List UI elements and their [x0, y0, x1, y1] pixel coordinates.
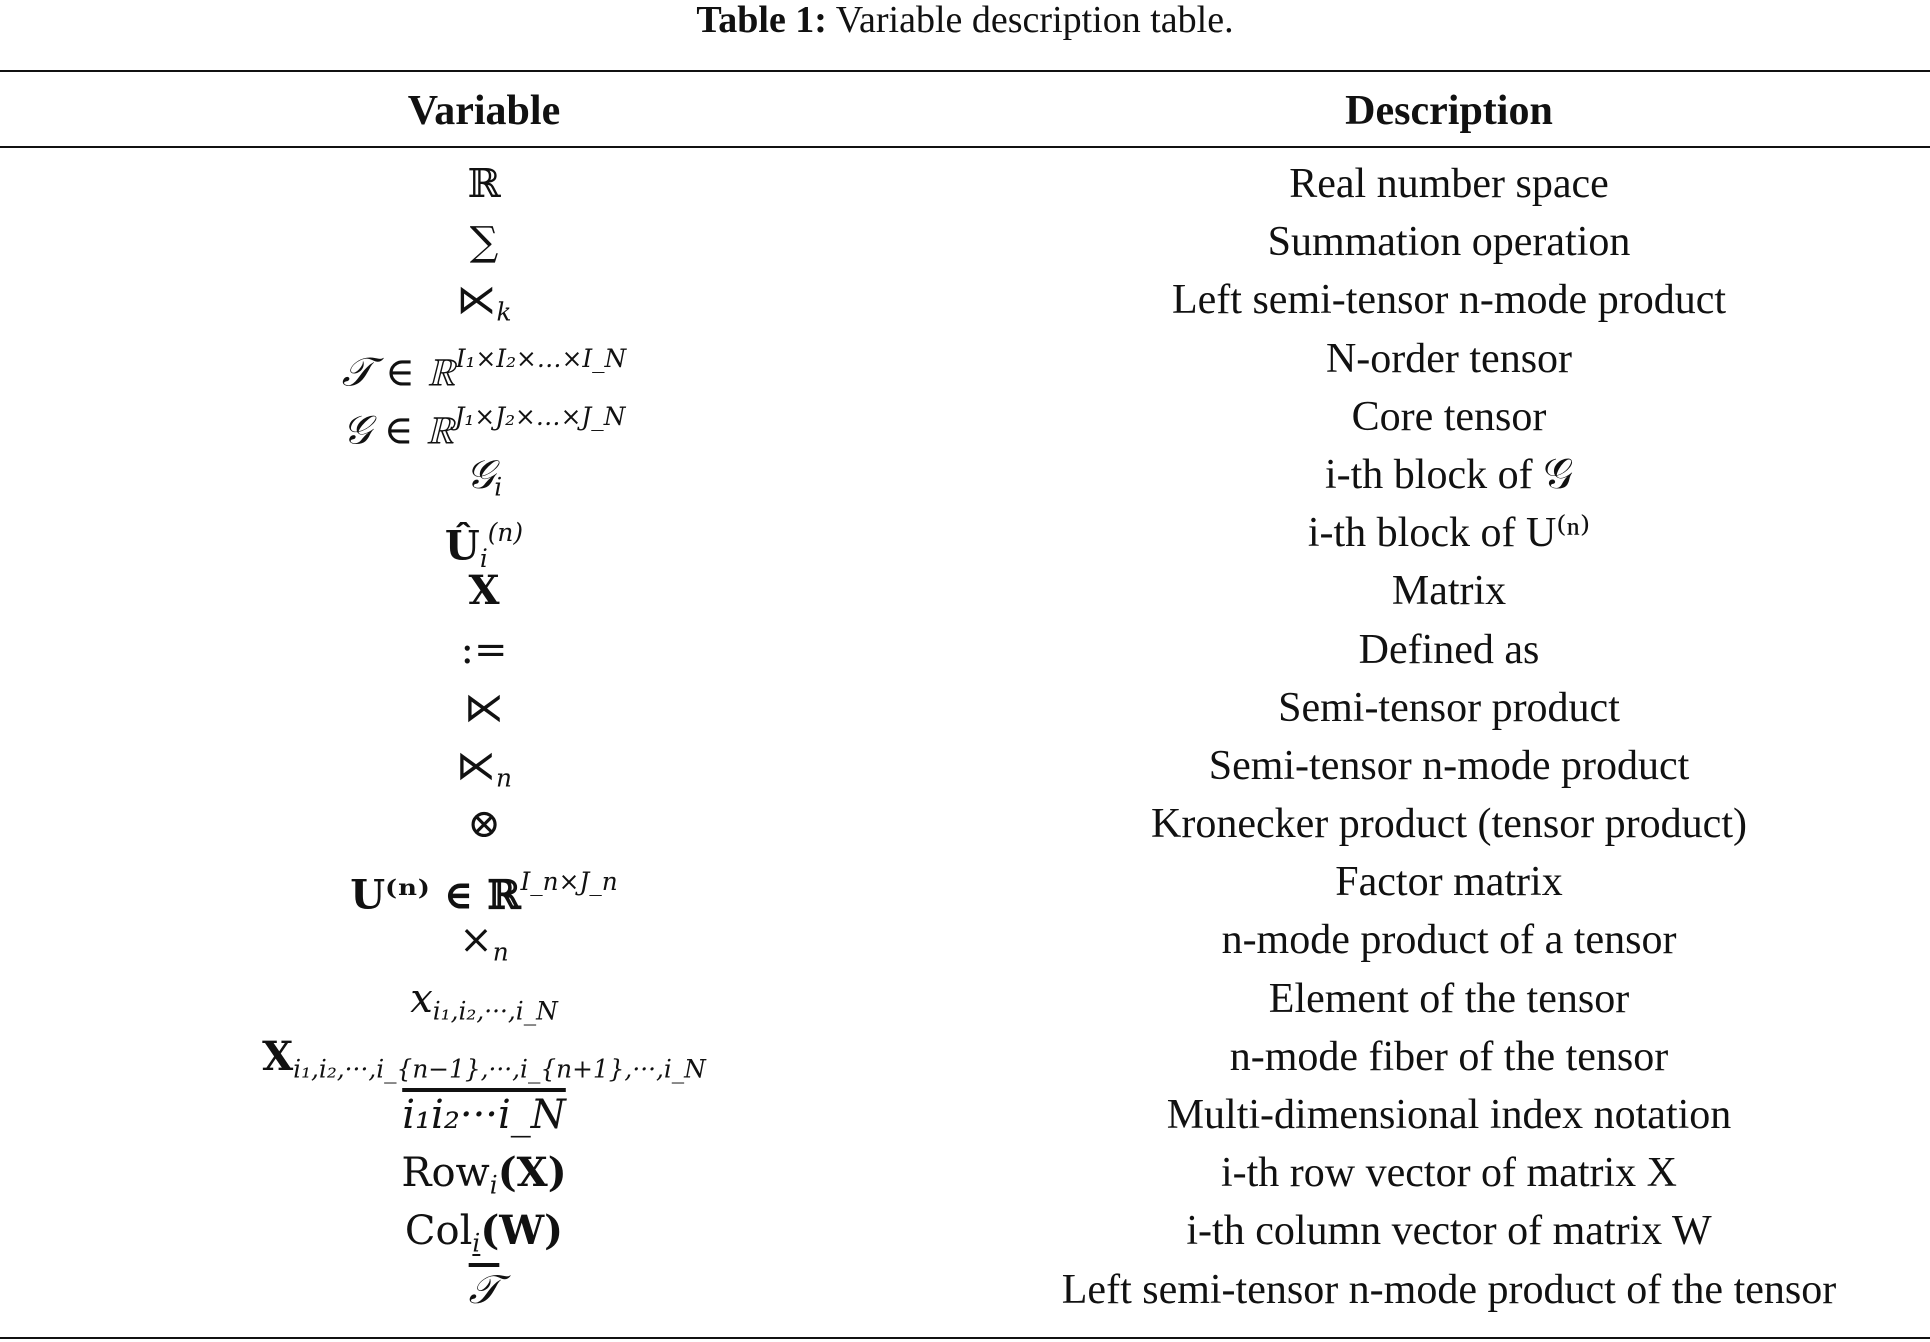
- variable-cell: [0, 446, 968, 504]
- variable-cell: [0, 155, 968, 213]
- variable-superscript: (n): [487, 518, 524, 548]
- variable-cell: [0, 1144, 968, 1202]
- variable-cell: [0, 795, 968, 853]
- table-row: [0, 330, 1930, 396]
- variable-cell: [0, 562, 968, 620]
- description-cell: Summation operation: [1267, 219, 1631, 266]
- variable-subscript: n: [492, 937, 509, 967]
- variable-symbol: ⋉: [456, 742, 496, 789]
- variable-subscript: i: [489, 1170, 498, 1200]
- description-cell: i-th block of U⁽ⁿ⁾: [1307, 510, 1591, 557]
- variable-cell: [0, 388, 968, 454]
- description-cell: i-th block of 𝒢: [1324, 451, 1574, 498]
- table-row: [0, 388, 1930, 454]
- description-cell: Element of the tensor: [1268, 975, 1630, 1022]
- table-row: [0, 1086, 1930, 1144]
- variable-cell: [0, 1261, 968, 1319]
- table-row: [0, 1028, 1930, 1086]
- variable-symbol: :=: [460, 626, 508, 673]
- variable-superscript: I₁×I₂×…×I_N: [455, 343, 627, 373]
- table-row: [0, 853, 1930, 919]
- variable-cell: [0, 213, 968, 271]
- description-cell: n-mode product of a tensor: [1221, 917, 1677, 964]
- variable-cell: [0, 679, 968, 737]
- variable-argument: (X): [497, 1149, 567, 1197]
- table-row: [0, 737, 1930, 795]
- caption-label: Table 1:: [696, 0, 827, 41]
- variable-argument: (W): [480, 1207, 564, 1255]
- table-row: [0, 271, 1930, 329]
- description-cell: i-th row vector of matrix X: [1220, 1150, 1678, 1197]
- description-cell: i-th column vector of matrix W: [1186, 1208, 1712, 1255]
- table-row: [0, 446, 1930, 504]
- description-cell: Semi-tensor product: [1278, 684, 1620, 731]
- variable-cell: [0, 1086, 968, 1144]
- variable-subscript: i₁,i₂,···,i_N: [432, 996, 558, 1026]
- variable-subscript: i₁,i₂,···,i_{n−1},···,i_{n+1},···,i_N: [293, 1054, 706, 1084]
- variable-symbol: 𝒢: [465, 451, 495, 498]
- variable-cell: [0, 737, 968, 795]
- description-cell: Kronecker product (tensor product): [1151, 801, 1747, 848]
- variable-subscript: i: [494, 472, 503, 502]
- table-row: [0, 1261, 1930, 1319]
- table-row: [0, 911, 1930, 969]
- description-cell: Real number space: [1289, 161, 1609, 207]
- table-row: [0, 1202, 1930, 1260]
- description-cell: Left semi-tensor n-mode product of the tensor: [1061, 1266, 1837, 1313]
- description-cell: Semi-tensor n-mode product: [1208, 742, 1690, 789]
- description-cell: Core tensor: [1351, 393, 1547, 440]
- description-cell: N-order tensor: [1325, 335, 1573, 382]
- table-row: [0, 970, 1930, 1028]
- variable-symbol: 𝒯 ∈ ℝ: [341, 349, 456, 396]
- description-cell: Factor matrix: [1335, 859, 1563, 906]
- table-row: [0, 621, 1930, 679]
- variable-subscript: i: [479, 544, 488, 574]
- variable-subscript: k: [496, 297, 512, 327]
- header-variable: Variable: [407, 88, 561, 134]
- variable-symbol: Row: [401, 1150, 490, 1197]
- table-row: [0, 679, 1930, 737]
- description-cell: Left semi-tensor n-mode product: [1172, 277, 1726, 324]
- variable-symbol: 𝒯: [468, 1266, 500, 1313]
- variable-symbol: 𝒢 ∈ ℝ: [342, 407, 455, 454]
- table-row: [0, 213, 1930, 271]
- variable-symbol: Col: [404, 1208, 473, 1255]
- variable-cell: [0, 853, 968, 919]
- table-row: [0, 795, 1930, 853]
- description-cell: n-mode fiber of the tensor: [1229, 1033, 1669, 1080]
- table-body: [0, 155, 1930, 1319]
- variable-cell: [0, 1202, 968, 1260]
- variable-symbol: ⊗: [467, 801, 501, 848]
- variable-symbol: X: [262, 1032, 294, 1080]
- variable-subscript: n: [496, 763, 512, 793]
- header-description: Description: [1345, 88, 1553, 134]
- variable-symbol: ×: [459, 917, 493, 964]
- header-rule: [0, 146, 1930, 148]
- description-cell: Matrix: [1391, 568, 1507, 615]
- variable-cell: [0, 621, 968, 679]
- table-row: [0, 504, 1930, 574]
- variable-symbol: ℝ: [467, 161, 501, 207]
- description-cell: Multi-dimensional index notation: [1166, 1092, 1732, 1138]
- variable-cell: [0, 271, 968, 329]
- variable-cell: [0, 911, 968, 969]
- bottom-rule: [0, 1337, 1930, 1339]
- variable-subscript: i: [472, 1228, 481, 1258]
- variable-symbol: x: [410, 975, 433, 1022]
- variable-cell: [0, 1028, 968, 1086]
- variable-superscript: I_n×J_n: [520, 867, 618, 897]
- description-cell: Defined as: [1358, 626, 1540, 673]
- variable-symbol: ⋉: [464, 684, 504, 731]
- table-row: [0, 155, 1930, 213]
- variable-cell: [0, 504, 968, 574]
- variable-symbol: X: [468, 567, 500, 615]
- variable-symbol: U⁽ⁿ⁾ ∈ ℝ: [350, 871, 521, 919]
- variable-cell: [0, 970, 968, 1028]
- variable-symbol: i₁i₂···i_N: [402, 1092, 566, 1138]
- caption-text: Variable description table.: [835, 0, 1234, 41]
- variable-symbol: ⋉: [456, 277, 497, 324]
- table-row: [0, 562, 1930, 620]
- variable-symbol: Û: [444, 522, 480, 570]
- table-caption: [0, 0, 1930, 40]
- table-row: [0, 1144, 1930, 1202]
- variable-cell: [0, 330, 968, 396]
- top-rule: [0, 70, 1930, 72]
- variable-symbol: ∑: [469, 219, 499, 266]
- variable-superscript: J₁×J₂×…×J_N: [454, 401, 626, 431]
